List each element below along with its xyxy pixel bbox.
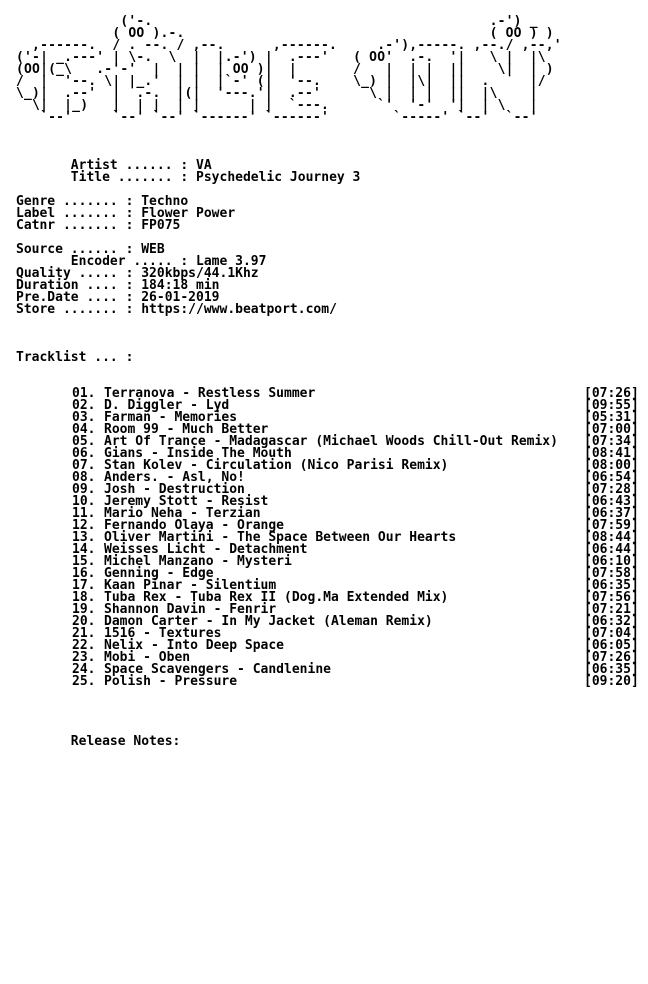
track-number: 13. <box>72 530 96 545</box>
track-duration: [08:00] <box>584 458 639 473</box>
track-number: 21. <box>72 626 96 641</box>
track-duration: [07:58] <box>584 566 639 581</box>
track-duration: [08:44] <box>584 530 639 545</box>
tracklist <box>16 388 640 688</box>
title-line: Title ....... : Psychedelic Journey 3 <box>16 170 361 185</box>
track-duration: [09:55] <box>584 398 639 413</box>
track-number: 14. <box>72 542 96 557</box>
track-title: Polish - Pressure <box>104 674 238 689</box>
logo-line: \_)| .--' | .-. |(| '---.'| .--' \ | | | || |\ | <box>16 86 538 101</box>
track-title: Mario Neha - Terzian <box>104 506 261 521</box>
catnr-line: Catnr ....... : FP075 <box>16 218 181 233</box>
track-duration: [06:05] <box>584 638 639 653</box>
track-title: Weisses Licht - Detachment <box>104 542 308 557</box>
track-number: 19. <box>72 602 96 617</box>
track-number: 07. <box>72 458 96 473</box>
track-number: 01. <box>72 386 96 401</box>
release-notes-heading: Release Notes: <box>16 734 181 749</box>
predate-line: Pre.Date .... : 26-01-2019 <box>16 290 220 305</box>
logo-line: ( OO ).-. ( OO ) ) <box>16 26 554 41</box>
track-duration: [07:26] <box>584 386 639 401</box>
track-number: 09. <box>72 482 96 497</box>
track-number: 08. <box>72 470 96 485</box>
track-title: Jeremy Stott - Resist <box>104 494 269 509</box>
track-number: 10. <box>72 494 96 509</box>
track-number: 17. <box>72 578 96 593</box>
track-number: 05. <box>72 434 96 449</box>
label-line: Label ....... : Flower Power <box>16 206 236 221</box>
track-title: Genning - Edge <box>104 566 214 581</box>
track-title: D. Diggler - Lyd <box>104 398 230 413</box>
logo-line: / | '--. \| |_.' | | |`-' (| '--. \_) | |\| || . |/ <box>16 74 546 89</box>
logo-line: (OO|(_\ .-'-' | | | | OO )| | / | | | || \| | ) <box>16 62 554 77</box>
track-row <box>16 676 640 688</box>
track-title: Tuba Rex - Tuba Rex II (Dog.Ma Extended Mix) <box>104 590 449 605</box>
track-duration: [06:32] <box>584 614 639 629</box>
track-duration: [06:35] <box>584 662 639 677</box>
track-number: 20. <box>72 614 96 629</box>
logo-line: `--' `--' `--' `------' `------' `-----' `--' `--' <box>16 110 538 125</box>
ascii-logo <box>16 16 640 124</box>
track-title: Gians - Inside The Mouth <box>104 446 292 461</box>
track-number: 15. <box>72 554 96 569</box>
track-duration: [07:56] <box>584 590 639 605</box>
duration-line: Duration .... : 184:18 min <box>16 278 220 293</box>
tracklist-heading: Tracklist ... : <box>16 350 134 365</box>
track-duration: [05:31] <box>584 410 639 425</box>
track-title: Art Of Trance - Madagascar (Michael Woods Chill-Out Remix) <box>104 434 558 449</box>
track-number: 24. <box>72 662 96 677</box>
track-number: 03. <box>72 410 96 425</box>
track-number: 22. <box>72 638 96 653</box>
encoder-line: Encoder ..... : Lame 3.97 <box>16 254 267 269</box>
track-duration: [07:21] <box>584 602 639 617</box>
track-title: Stan Kolev - Circulation (Nico Parisi Remix) <box>104 458 449 473</box>
track-title: Shannon Davin - Fenrir <box>104 602 277 617</box>
track-title: Room 99 - Much Better <box>104 422 269 437</box>
track-number: 23. <box>72 650 96 665</box>
track-duration: [06:44] <box>584 542 639 557</box>
track-duration: [06:37] <box>584 506 639 521</box>
track-number: 25. <box>72 674 96 689</box>
track-number: 18. <box>72 590 96 605</box>
track-duration: [07:34] <box>584 434 639 449</box>
track-duration: [07:59] <box>584 518 639 533</box>
store-line: Store ....... : https://www.beatport.com/ <box>16 302 337 317</box>
track-title: Anders. - Asl, No! <box>104 470 245 485</box>
logo-line: ('-. .-') _ <box>16 14 538 29</box>
logo-line: ,------. / . --. / ,--. ,------. .-'),-----. ,--./ ,--,' <box>16 38 562 53</box>
artist-line: Artist ...... : VA <box>16 158 212 173</box>
quality-line: Quality ..... : 320kbps/44.1Khz <box>16 266 259 281</box>
track-duration: [07:00] <box>584 422 639 437</box>
source-line: Source ...... : WEB <box>16 242 165 257</box>
release-info <box>16 160 640 316</box>
track-duration: [07:28] <box>584 482 639 497</box>
track-duration: [08:41] <box>584 446 639 461</box>
track-number: 12. <box>72 518 96 533</box>
nfo-document <box>16 16 640 748</box>
track-number: 11. <box>72 506 96 521</box>
track-title: Oliver Martini - The Space Between Our Hearts <box>104 530 457 545</box>
track-title: Terranova - Restless Summer <box>104 386 316 401</box>
track-duration: [06:43] <box>584 494 639 509</box>
track-title: Kaan Pinar - Silentium <box>104 578 277 593</box>
track-number: 04. <box>72 422 96 437</box>
track-duration: [06:10] <box>584 554 639 569</box>
track-title: Michel Manzano - Mysteri <box>104 554 292 569</box>
track-title: Fernando Olaya - Orange <box>104 518 285 533</box>
logo-line: ('-| _.---' | \-. \ | |.-') | .---' ( OO' .-. '| \ | |\ <box>16 50 546 65</box>
track-duration: [07:26] <box>584 650 639 665</box>
track-duration: [07:04] <box>584 626 639 641</box>
track-title: Damon Carter - In My Jacket (Aleman Remix) <box>104 614 433 629</box>
track-title: Nelix - Into Deep Space <box>104 638 285 653</box>
track-title: 1516 - Textures <box>104 626 222 641</box>
track-duration: [06:54] <box>584 470 639 485</box>
logo-line: \| |_) | | | | | | | `---. `' '-' '| | \ | <box>16 98 538 113</box>
track-title: Space Scavengers - Candlenine <box>104 662 331 677</box>
track-number: 02. <box>72 398 96 413</box>
track-duration: [09:20] <box>584 674 639 689</box>
track-title: Josh - Destruction <box>104 482 245 497</box>
track-number: 16. <box>72 566 96 581</box>
track-number: 06. <box>72 446 96 461</box>
track-title: Mobi - Oben <box>104 650 191 665</box>
track-duration: [06:35] <box>584 578 639 593</box>
track-title: Farman - Memories <box>104 410 238 425</box>
genre-line: Genre ....... : Techno <box>16 194 189 209</box>
